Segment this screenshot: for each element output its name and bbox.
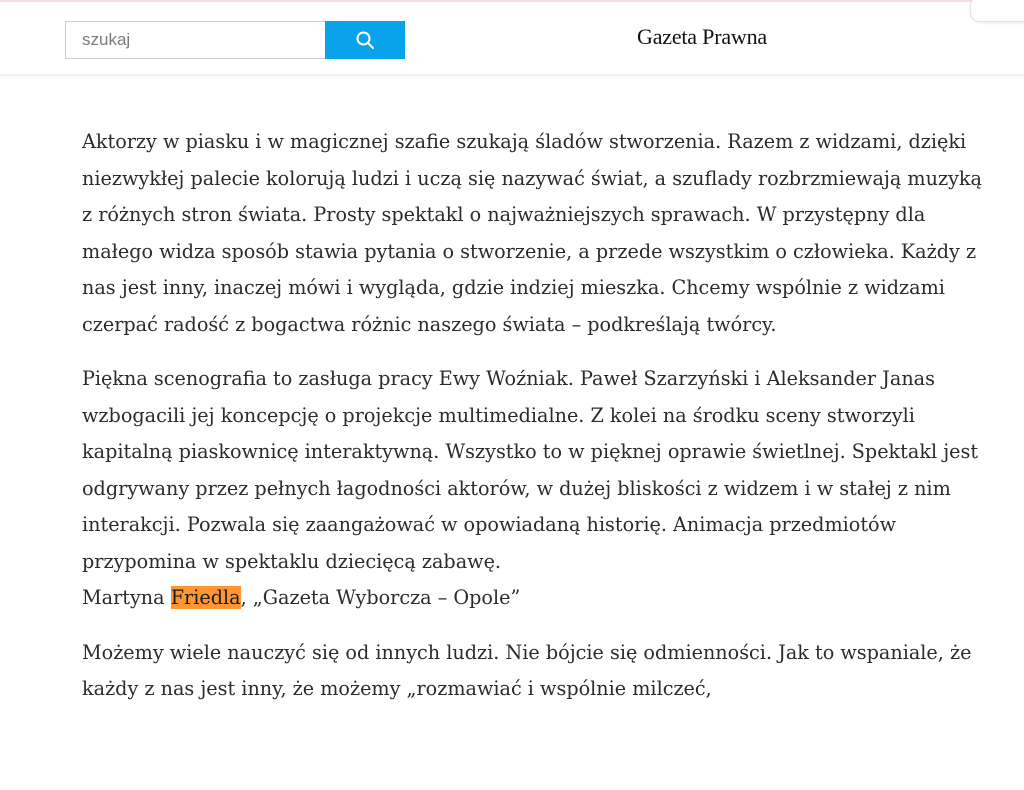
search-form xyxy=(65,21,405,59)
top-bar xyxy=(0,0,1024,74)
site-logo[interactable]: Gazeta Prawna xyxy=(637,24,767,49)
article-paragraph: Aktorzy w piasku i w magicznej szafie szukają śladów stworzenia. Razem z widzami, dzięki niezwykłej palecie kolorują ludzi i uczą się nazywać świat, a szuflady rozbrzmiewają muzyką z różnych stron świata. Prosty spektakl o najważniejszych sprawach. W przystępny dla małego widza sposób stawia pytania o stworzenie, a przede wszystkim o człowieka. Każdy z nas jest inny, inaczej mówi i wygląda, gdzie indziej mieszka. Chcemy wspólnie z widzami czerpać radość z bogactwa różnic naszego świata – podkreślają twórcy. xyxy=(82,130,982,336)
attribution-suffix: , „Gazeta Wyborcza – Opole” xyxy=(240,586,521,609)
attribution-prefix: Martyna xyxy=(82,586,171,609)
search-highlight: Friedla xyxy=(170,586,241,609)
corner-panel xyxy=(970,0,1024,22)
article-paragraph: Możemy wiele nauczyć się od innych ludzi. Nie bójcie się odmienności. Jak to wspaniale, że każdy z nas jest inny, że możemy „rozmawiać i wspólnie milczeć, xyxy=(82,640,972,700)
article-paragraph-text: Piękna scenografia to zasługa pracy Ewy Woźniak. Paweł Szarzyński i Aleksander Janas wzbogacili jej koncepcję o projekcje multimedialne. Z kolei na środku sceny stworzyli kapitalną piaskownicę interaktywną. Wszystko to w pięknej oprawie świetlnej. Spektakl jest odgrywany przez pełnych łagodności aktorów, w dużej bliskości z widzem i w stałej z nim interakcji. Pozwala się zaangażować w opowiadaną historię. Animacja przedmiotów przypomina w spektaklu dziecięcą zabawę. xyxy=(82,367,979,573)
search-button[interactable] xyxy=(325,21,405,59)
search-input[interactable] xyxy=(65,21,325,59)
search-icon xyxy=(355,30,375,50)
article-body xyxy=(82,124,982,726)
article-paragraph xyxy=(82,361,982,617)
